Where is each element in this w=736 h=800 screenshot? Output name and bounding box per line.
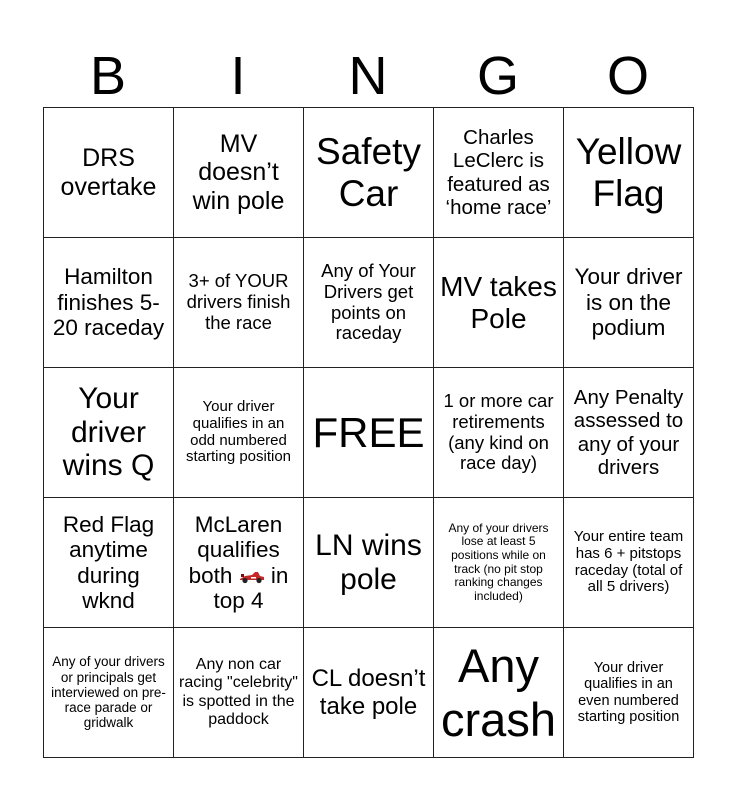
mclaren-text: McLaren qualifies both bbox=[188, 511, 283, 588]
race-car-icon bbox=[239, 564, 265, 578]
board-row-4 bbox=[44, 498, 694, 628]
bingo-cell[interactable]: Any non car racing "celebrity" is spotted in the paddock bbox=[174, 628, 304, 758]
bingo-cell[interactable]: Yellow Flag bbox=[564, 108, 694, 238]
mclaren-suffix: in top 4 bbox=[213, 562, 289, 613]
bingo-cell[interactable]: Safety Car bbox=[304, 108, 434, 238]
header-letter-i: I bbox=[230, 46, 246, 106]
bingo-cell[interactable]: Charles LeClerc is featured as ‘home race’ bbox=[434, 108, 564, 238]
board-row-3 bbox=[44, 368, 694, 498]
bingo-cell[interactable]: MV doesn’t win pole bbox=[174, 108, 304, 238]
board-row-1 bbox=[44, 108, 694, 238]
header-letter-o: O bbox=[606, 46, 649, 106]
bingo-cell[interactable]: Your driver qualifies in an odd numbered starting position bbox=[174, 368, 304, 498]
bingo-cell[interactable]: Hamilton finishes 5-20 raceday bbox=[44, 238, 174, 368]
bingo-cell[interactable]: Any Penalty assessed to any of your drivers bbox=[564, 368, 694, 498]
bingo-cell[interactable]: Red Flag anytime during wknd bbox=[44, 498, 174, 628]
bingo-cell[interactable]: Any of your drivers or principals get interviewed on pre-race parade or gridwalk bbox=[44, 628, 174, 758]
bingo-cell[interactable]: Any crash bbox=[434, 628, 564, 758]
bingo-cell[interactable]: CL doesn’t take pole bbox=[304, 628, 434, 758]
board-row-5 bbox=[44, 628, 694, 758]
board-row-2 bbox=[44, 238, 694, 368]
bingo-cell[interactable] bbox=[174, 498, 304, 628]
bingo-cell[interactable]: MV takes Pole bbox=[434, 238, 564, 368]
bingo-cell[interactable]: 3+ of YOUR drivers finish the race bbox=[174, 238, 304, 368]
header-letter-b: B bbox=[89, 46, 127, 106]
bingo-cell[interactable]: DRS overtake bbox=[44, 108, 174, 238]
bingo-cell[interactable]: Your driver wins Q bbox=[44, 368, 174, 498]
bingo-cell[interactable]: LN wins pole bbox=[304, 498, 434, 628]
bingo-cell[interactable]: Your driver is on the podium bbox=[564, 238, 694, 368]
bingo-board bbox=[43, 107, 694, 758]
header-letter-n: N bbox=[348, 46, 388, 106]
bingo-cell[interactable]: Your entire team has 6 + pitstops raceday (total of all 5 drivers) bbox=[564, 498, 694, 628]
bingo-cell[interactable]: Any of your drivers lose at least 5 positions while on track (no pit stop ranking changes included) bbox=[434, 498, 564, 628]
header-letter-g: G bbox=[476, 46, 519, 106]
bingo-cell[interactable]: Any of Your Drivers get points on raceday bbox=[304, 238, 434, 368]
bingo-cell[interactable]: 1 or more car retirements (any kind on race day) bbox=[434, 368, 564, 498]
bingo-header bbox=[43, 46, 693, 106]
free-cell[interactable]: FREE bbox=[304, 368, 434, 498]
bingo-cell[interactable]: Your driver qualifies in an even numbered starting position bbox=[564, 628, 694, 758]
